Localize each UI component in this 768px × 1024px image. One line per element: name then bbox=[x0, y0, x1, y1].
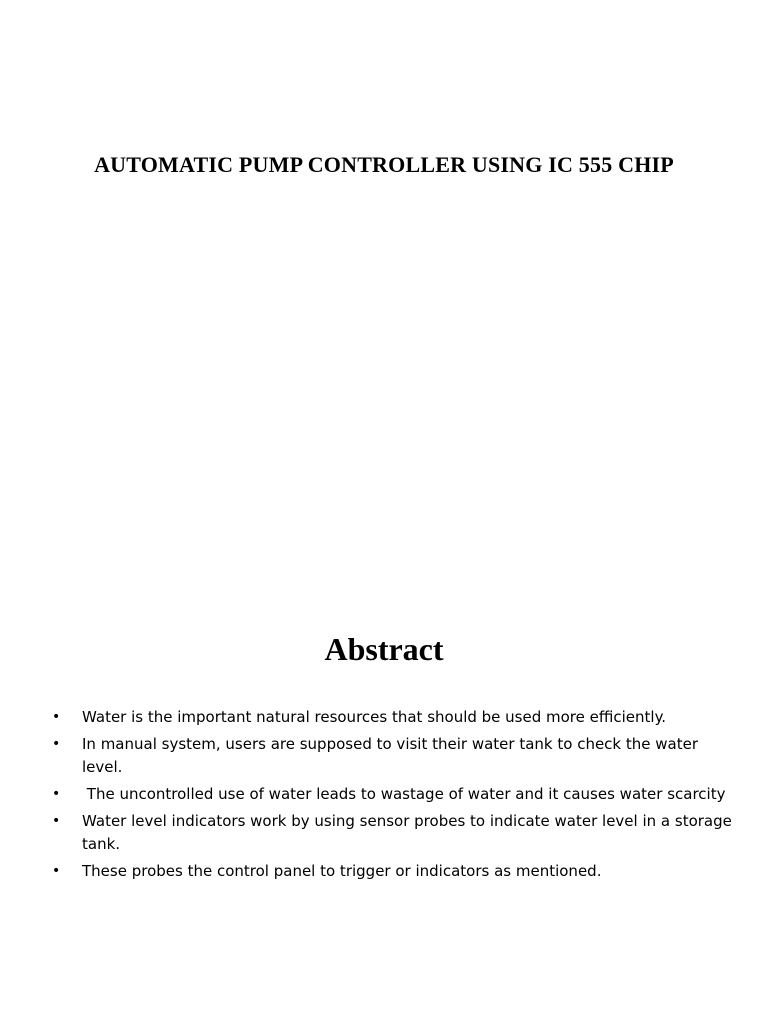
document-title: AUTOMATIC PUMP CONTROLLER USING IC 555 CHIP bbox=[94, 152, 674, 177]
bullet-icon: • bbox=[52, 863, 61, 879]
bullet-icon: • bbox=[52, 786, 61, 802]
bullet-text: Water is the important natural resources that should be used more efficiently. bbox=[82, 708, 667, 726]
bullet-text: The uncontrolled use of water leads to wastage of water and it causes water scarcity bbox=[82, 785, 726, 803]
bullet-item bbox=[50, 783, 740, 806]
bullet-icon: • bbox=[52, 709, 61, 725]
bullet-icon: • bbox=[52, 813, 61, 829]
bullet-text: Water level indicators work by using sensor probes to indicate water level in a storage tank. bbox=[82, 812, 732, 853]
abstract-heading: Abstract bbox=[324, 631, 444, 667]
bullet-item bbox=[50, 706, 740, 729]
bullet-text: These probes the control panel to trigger or indicators as mentioned. bbox=[82, 862, 602, 880]
abstract-bullet-list bbox=[50, 706, 740, 887]
bullet-item bbox=[50, 810, 740, 856]
bullet-item bbox=[50, 860, 740, 883]
bullet-text: In manual system, users are supposed to visit their water tank to check the water level. bbox=[82, 735, 699, 776]
bullet-icon: • bbox=[52, 736, 61, 752]
bullet-item bbox=[50, 733, 740, 779]
